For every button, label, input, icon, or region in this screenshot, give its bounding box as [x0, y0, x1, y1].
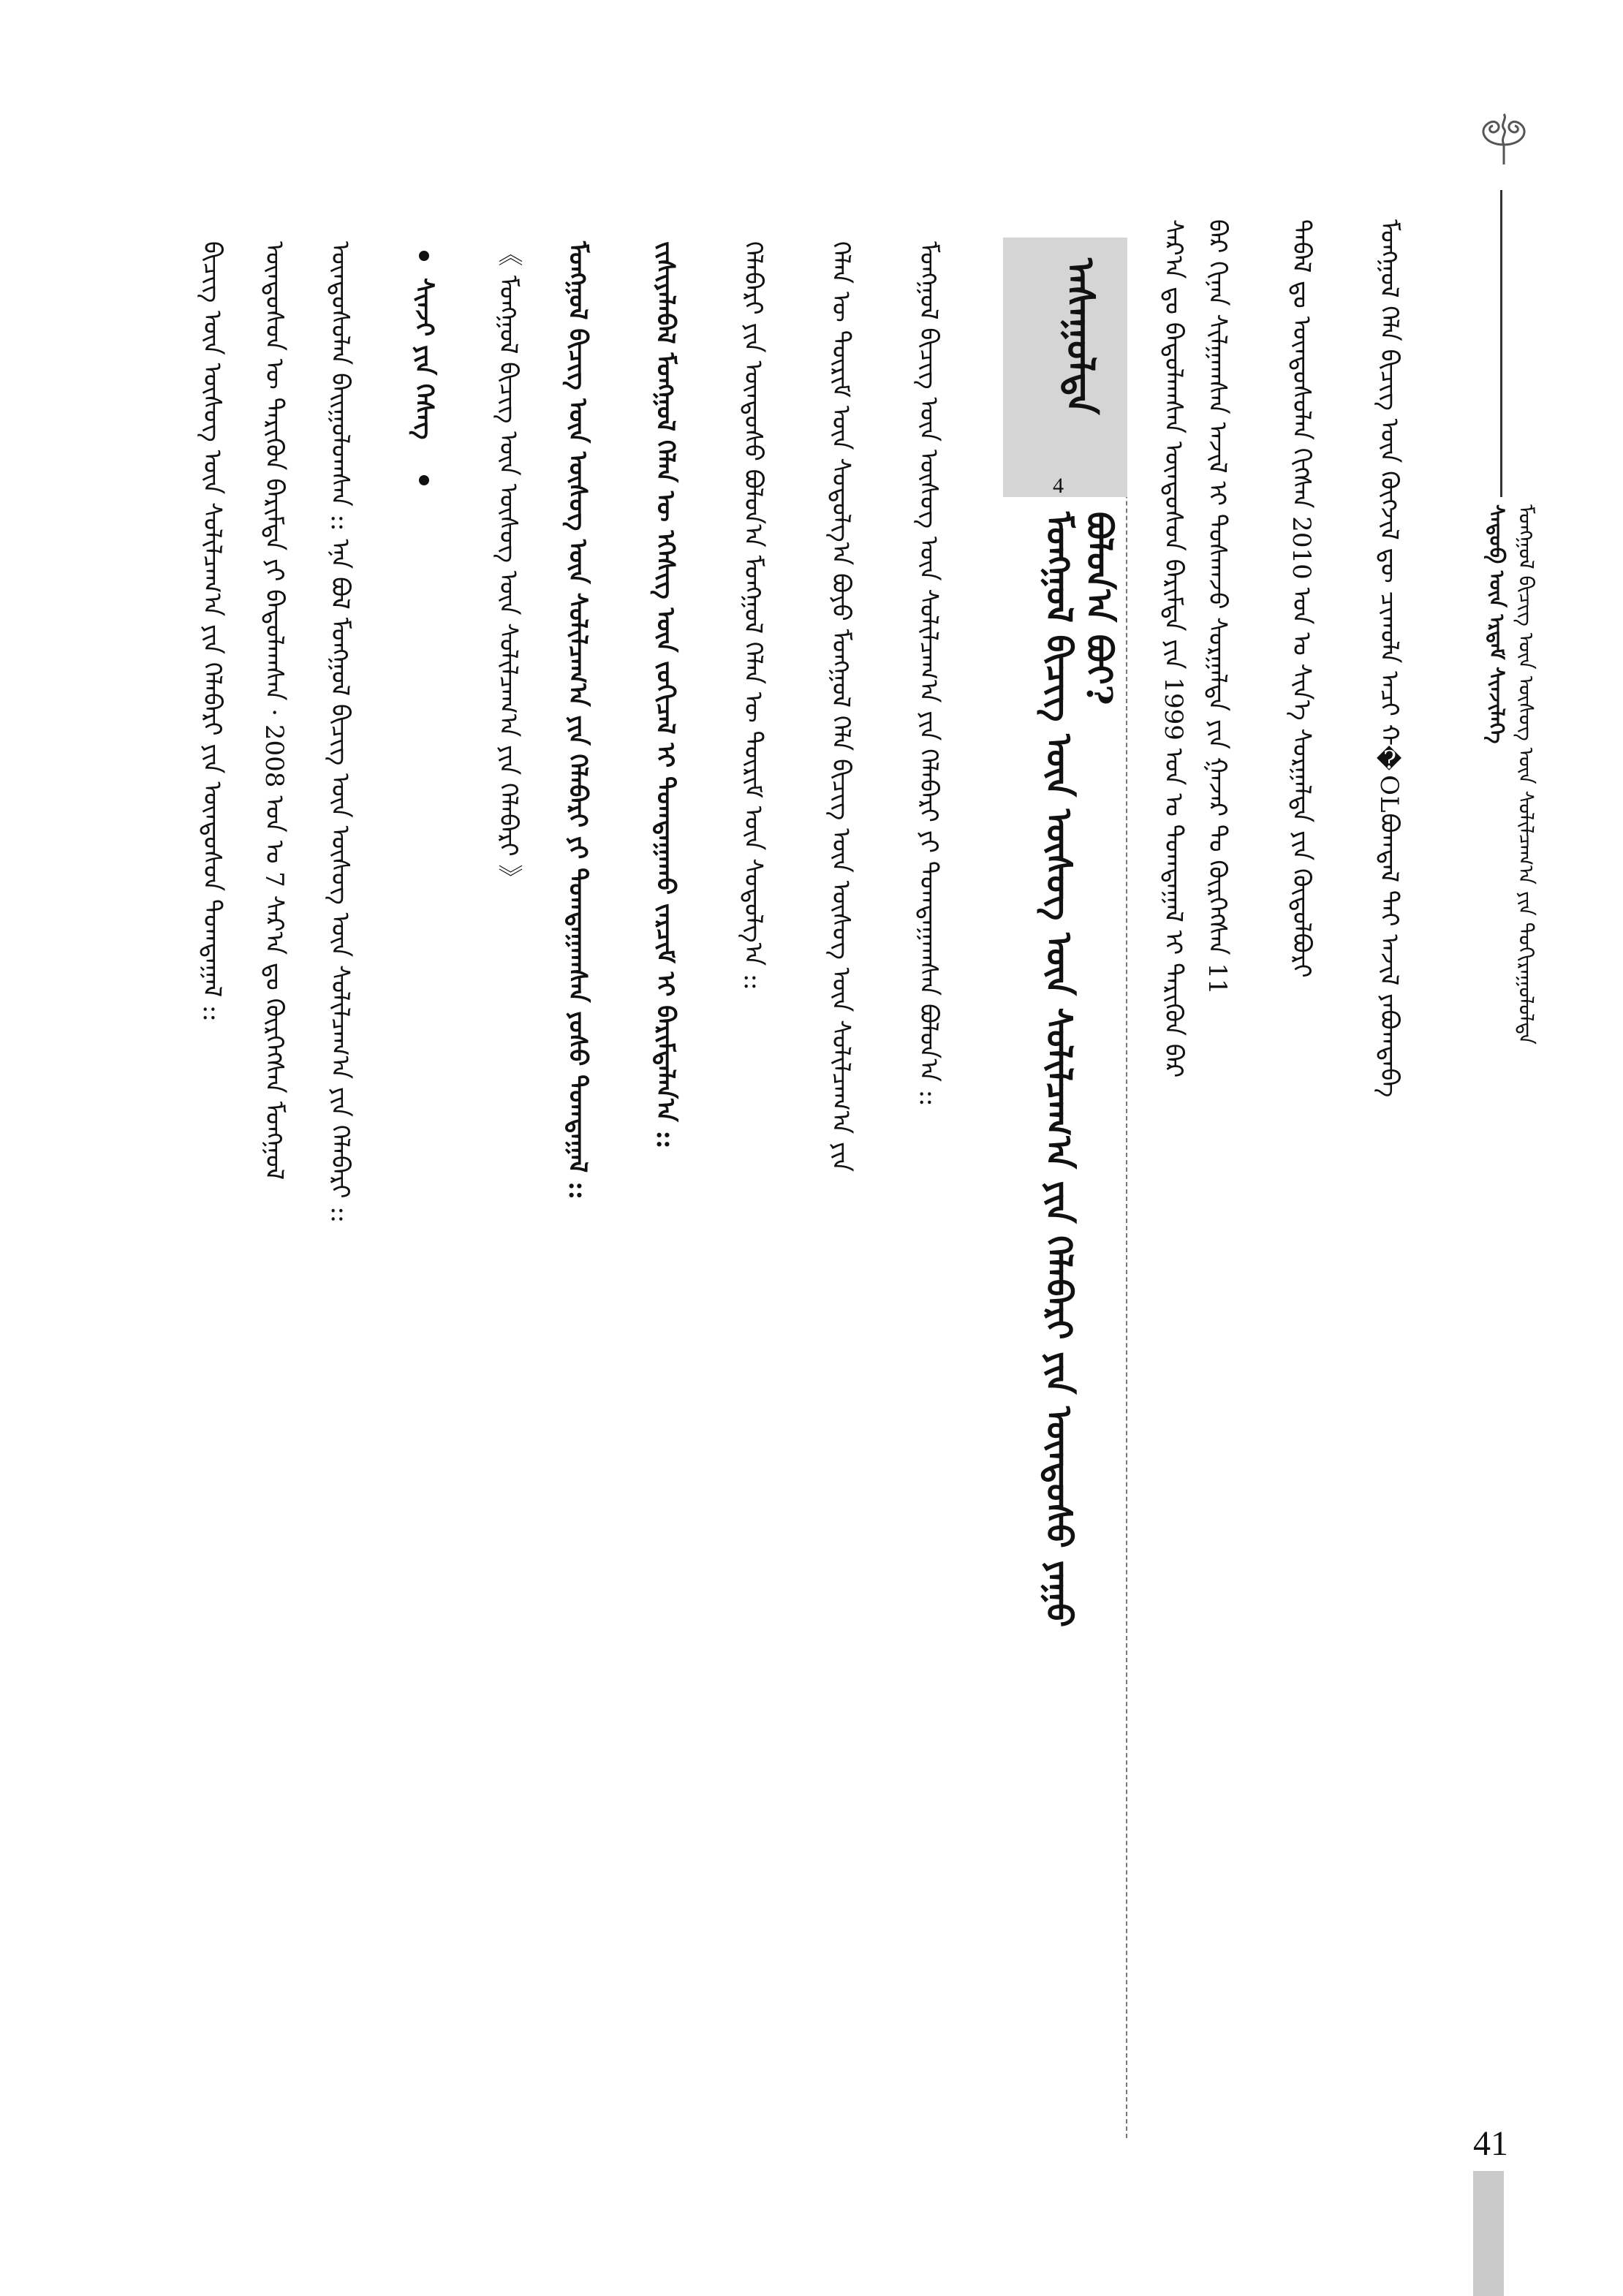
ornament-icon [1471, 110, 1537, 168]
body-column-1: ᠮᠣᠩᠭᠣᠯ ᠪᠢᠴᠢᠭ ᠦᠨ ᠦᠰᠦᠭ ᠦᠨ ᠰᠣᠯᠢᠯᠴᠠᠭ᠎ᠠ ᠶᠢᠨ ᠬᠡᠯᠡᠪᠡᠷᠢ ᠶᠢ ᠲᠣᠭᠲᠠᠭᠠᠭᠰᠠᠨ ᠪᠣᠯᠤᠨ᠎ᠠ :: [914, 241, 943, 1107]
intro-column-2: ᠲᠠᠪᠠᠯ ᠳᠤ ᠦᠨᠳᠦᠰᠦᠯᠡᠨ ᠬᠢᠭᠰᠡᠨ 2010 ᠣᠨ ᠤ ᠰᠢᠨ᠎ᠡ ᠰᠤᠷᠭᠠᠯᠲᠠ ᠶᠢᠨ ᠬᠥᠲᠥᠯᠪᠦᠷᠢ [1287, 219, 1316, 978]
bullet-icon [419, 475, 429, 485]
bullet-icon [419, 251, 429, 261]
intro-column-4: ᠰᠠᠷ᠎ᠠ ᠳᠤ ᠪᠠᠲᠤᠯᠠᠭᠰᠠᠨ ᠦᠨᠳᠦᠰᠦᠨ ᠪᠠᠷᠢᠮᠲᠠ ᠶᠢᠨ 1999 ᠣᠨ ᠤ ᠲᠣᠭᠲᠠᠭᠠᠯ ᠢ ᠲᠡᠷᠢᠭᠦᠨ ᠪᠡᠷ [1159, 219, 1188, 1078]
tail-column-1: ᠦᠨᠳᠦᠰᠦᠯᠡᠨ ᠪᠠᠢᠭᠤᠯᠤᠭᠰᠠᠨ :: ᠡᠨᠡ ᠪᠣᠯ ᠮᠣᠩᠭᠣᠯ ᠪᠢᠴᠢᠭ ᠦᠨ ᠦᠰᠦᠭ ᠦᠨ ᠰᠣᠯᠢᠯᠴᠠᠭ᠎ᠠ ᠶᠢᠨ ᠬᠡᠯᠡᠪᠡᠷᠢ :: [325, 241, 355, 1224]
tail-column-3: ᠪᠢᠴᠢᠭ ᠦᠨ ᠦᠰᠦᠭ ᠦᠨ ᠰᠣᠯᠢᠯᠴᠠᠭ᠎ᠠ ᠶᠢᠨ ᠬᠡᠯᠡᠪᠡᠷᠢ ᠶᠢᠨ ᠦᠨᠳᠦᠰᠦᠨ ᠲᠣᠭᠲᠠᠭᠠᠯ :: [197, 241, 227, 1022]
page-edge-tab [1473, 2171, 1504, 2296]
running-header-subtitle: ᠮᠣᠩᠭᠣᠯ ᠪᠢᠴᠢᠭ ᠦᠨ ᠦᠰᠦᠭ ᠦᠨ ᠰᠣᠯᠢᠯᠴᠠᠭ᠎ᠠ ᠶᠢᠨ ᠲᠣᠬᠢᠷᠠᠭᠤᠯᠤᠯᠲᠠ [1514, 504, 1538, 1045]
section-box [1003, 238, 1127, 497]
page-number: 41 [1473, 2124, 1508, 2163]
header-rule [1500, 190, 1502, 497]
body-column-5: ᠮᠣᠩᠭᠣᠯ ᠪᠢᠴᠢᠭ ᠦᠨ ᠦᠰᠦᠭ ᠦᠨ ᠰᠣᠯᠢᠯᠴᠠᠭ᠎ᠠ ᠶᠢᠨ ᠬᠡᠯᠡᠪᠡᠷᠢ ᠶᠢ ᠲᠣᠭᠲᠠᠭᠠᠭᠰᠠᠨ ᠶᠤᠰᠤ ᠲᠣᠭᠲᠠᠭᠠᠯ :: [563, 241, 592, 1200]
section-label: ᠠᠰᠠᠭᠤᠯᠲᠠ [1058, 258, 1102, 415]
subsection-label: ᠰᠢᠨᠵᠢ ᠶᠢᠨ ᠬᠡᠰᠡᠭ [409, 278, 439, 440]
intro-column-3: ᠪᠡᠷ ᠬᠢᠨᠠᠨ ᠰᠢᠯᠭᠠᠭᠰᠠᠨ ᠠᠵᠢᠯ ᠢ ᠳᠤᠰᠬᠠᠵᠤ ᠰᠤᠷᠭᠠᠯᠲᠠ ᠶᠢᠨ ᠭᠠᠵᠠᠷ ᠲᠤ ᠬᠦᠷᠭᠡᠭᠰᠡᠨ 11 [1203, 219, 1232, 995]
section-heading: ᠮᠣᠩᠭᠣᠯ ᠪᠢᠴᠢᠭ ᠦᠨ ᠦᠰᠦᠭ ᠦᠨ ᠰᠣᠯᠢᠯᠴᠠᠭ᠎ᠠ ᠶᠢᠨ ᠬᠡᠯᠡᠪᠡᠷᠢ ᠶᠢᠨ ᠦᠨᠳᠦᠰᠦ ᠶᠠᠭᠤ [1038, 512, 1079, 1628]
body-column-4: ᠵᠢᠱᠢᠶᠡᠯᠡᠪᠡᠯ ᠮᠣᠩᠭᠣᠯ ᠬᠡᠯᠡᠨ ᠦ ᠡᠭᠡᠰᠢᠭ ᠦᠨ ᠵᠣᠬᠢᠴᠠᠯ ᠢ ᠲᠣᠭᠲᠠᠭᠠᠬᠤ ᠵᠠᠷᠴᠢᠮ ᠢ ᠪᠠᠷᠢᠮᠲᠠᠯᠠᠨ᠎ᠠ :: [651, 241, 680, 1149]
section-divider [1126, 238, 1127, 2138]
body-column-3: ᠬᠡᠯᠡᠪᠡᠷᠢ ᠶᠢᠨ ᠦᠨᠳᠦᠰᠦ ᠪᠣᠯᠤᠨ᠎ᠠ ᠮᠣᠩᠭᠣᠯ ᠬᠡᠯᠡᠨ ᠦ ᠳᠦᠷᠢᠮ ᠦᠨ ᠰᠤᠳᠤᠯᠭ᠎ᠠ :: [738, 241, 768, 990]
section-heading-cont: ᠪᠣᠯᠤᠨ᠎ᠠ ᠪᠤᠢ? [1078, 512, 1119, 705]
section-number: 4 [1053, 474, 1064, 498]
running-header-title: ᠰᠡᠳᠦᠪ ᠦᠨ ᠡᠷᠳᠡᠮ ᠰᠢᠨᠵᠢᠯᠡᠭᠡ [1485, 504, 1509, 744]
running-header [1455, 110, 1543, 1250]
body-column-6: 《 ᠮᠣᠩᠭᠣᠯ ᠪᠢᠴᠢᠭ ᠦᠨ ᠦᠰᠦᠭ ᠦᠨ ᠰᠣᠯᠢᠯᠴᠠᠭ᠎ᠠ ᠶᠢᠨ ᠬᠡᠯᠡᠪᠡᠷᠢ 》 [493, 241, 523, 890]
tail-column-2: ᠦᠨᠳᠦᠰᠦᠨ ᠦ ᠲᠡᠷᠢᠭᠦᠨ ᠪᠠᠷᠢᠮᠲᠠ ᠶᠢ ᠪᠠᠲᠤᠯᠠᠭᠰᠠᠨ · 2008 ᠣᠨ ᠤ 7 ᠰᠠᠷ᠎ᠠ ᠳᠤ ᠬᠦᠷᠭᠡᠭᠰᠡᠨ ᠮᠣᠩᠭᠣᠯ [260, 241, 289, 1181]
body-column-2: ᠬᠡᠯᠡᠨ ᠦ ᠳᠦᠷᠢᠮ ᠦᠨ ᠰᠤᠳᠤᠯᠭ᠎ᠠ ᠪᠤᠶᠤ ᠮᠣᠩᠭᠣᠯ ᠬᠡᠯᠡ ᠪᠢᠴᠢᠭ ᠦᠨ ᠦᠰᠦᠭ ᠦᠨ ᠰᠣᠯᠢᠯᠴᠠᠭ᠎ᠠ ᠶᠢᠨ [826, 241, 855, 1172]
intro-column-1: ᠮᠣᠩᠭᠣᠯ ᠬᠡᠯᠡ ᠪᠢᠴᠢᠭ ᠦᠨ ᠬᠥᠭᠵᠢᠯ ᠳᠦ ᠴᠢᠬᠤᠯᠠ ᠠᠴᠢ ᠬ�OLᠪᠣᠭᠳᠠᠯ ᠲᠠᠢ ᠠᠵᠢᠯ ᠶᠠᠪᠤᠭᠳᠠᠪᠠ [1374, 219, 1404, 1098]
